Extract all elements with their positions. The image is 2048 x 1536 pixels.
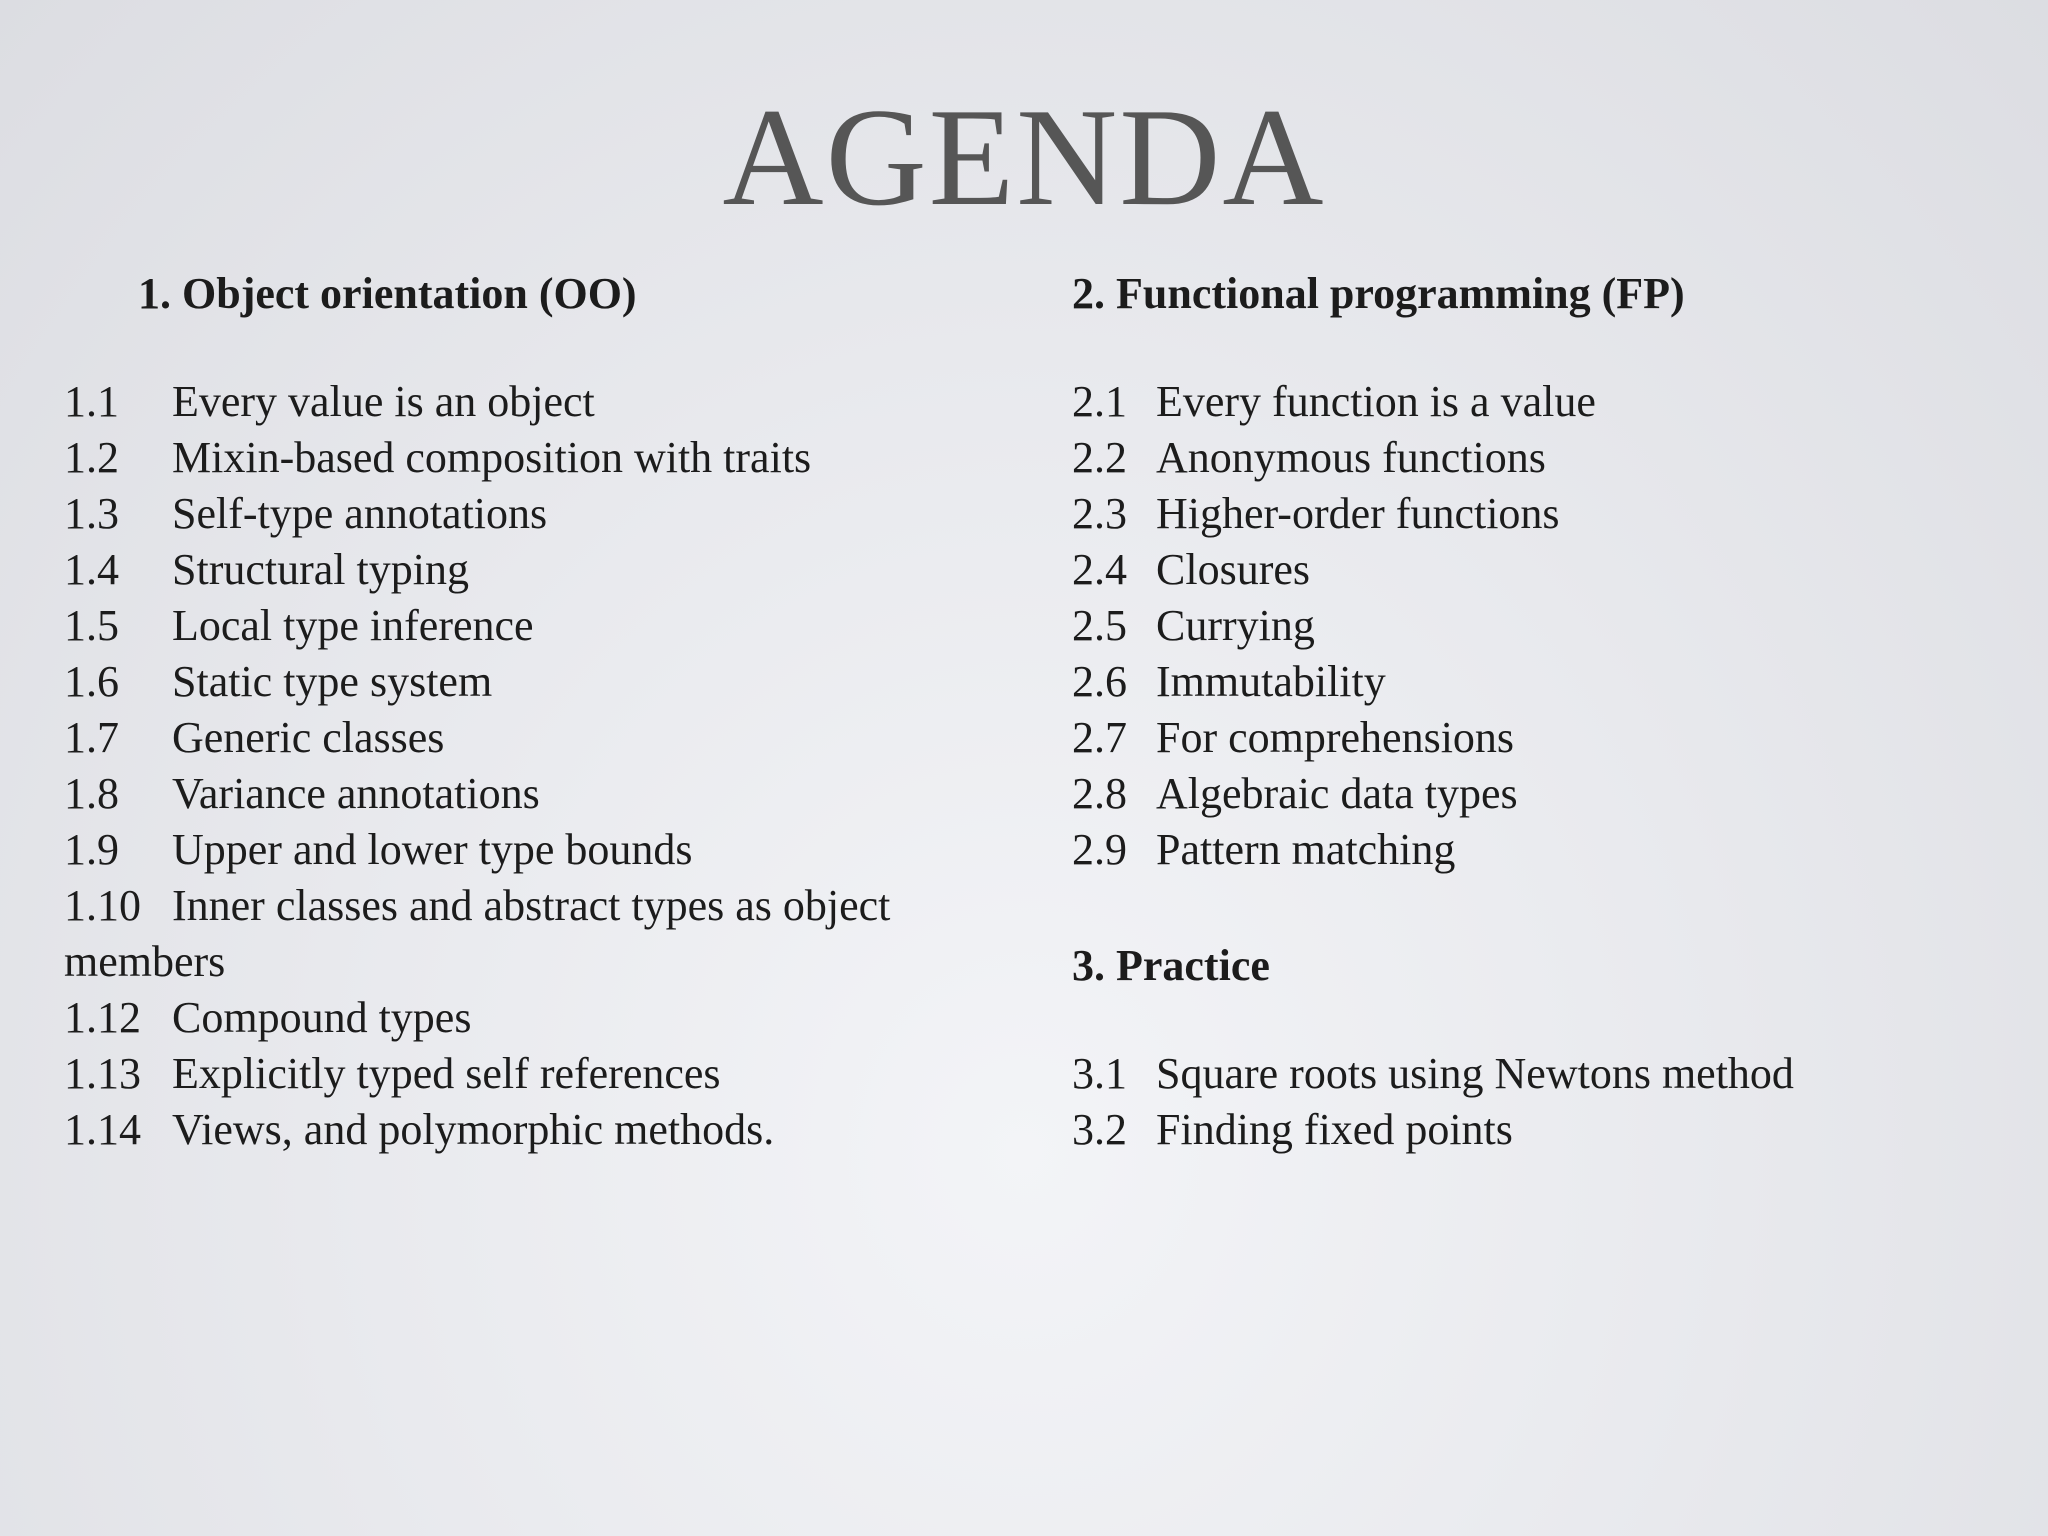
list-item (64, 878, 1024, 934)
item-label: Pattern matching (1156, 825, 1456, 874)
item-label: Every value is an object (172, 377, 595, 426)
list-item (64, 542, 1024, 598)
item-number: 3.2 (1072, 1105, 1127, 1154)
list-item (1072, 1102, 2012, 1158)
item-label: Every function is a value (1156, 377, 1596, 426)
list-item (1072, 1046, 2012, 1102)
list-item (64, 1102, 1024, 1158)
list-item (64, 1046, 1024, 1102)
section-heading: 1. Object orientation (OO) (138, 269, 637, 318)
list-item (64, 654, 1024, 710)
item-number: 1.6 (64, 657, 119, 706)
list-item (64, 822, 1024, 878)
item-number: 1.13 (64, 1049, 141, 1098)
section-fp (1072, 262, 2012, 1158)
list-item (1072, 654, 2012, 710)
item-label: Structural typing (172, 545, 469, 594)
list-item (64, 430, 1024, 486)
list-item (64, 710, 1024, 766)
list-item (64, 766, 1024, 822)
item-number: 1.12 (64, 993, 141, 1042)
item-number: 2.8 (1072, 769, 1127, 818)
slide-title: AGENDA (722, 80, 1326, 235)
item-label-continuation: members (64, 937, 226, 986)
item-number: 1.14 (64, 1105, 141, 1154)
section-heading: 3. Practice (1072, 941, 1270, 990)
item-label: Mixin-based composition with traits (172, 433, 812, 482)
item-number: 1.8 (64, 769, 119, 818)
item-number: 3.1 (1072, 1049, 1127, 1098)
item-label: Compound types (172, 993, 472, 1042)
list-item (64, 990, 1024, 1046)
item-label: Static type system (172, 657, 493, 706)
item-label: Immutability (1156, 657, 1386, 706)
item-number: 1.9 (64, 825, 119, 874)
item-label: Currying (1156, 601, 1315, 650)
item-label: Views, and polymorphic methods. (172, 1105, 775, 1154)
item-number: 1.2 (64, 433, 119, 482)
item-number: 2.3 (1072, 489, 1127, 538)
item-number: 1.7 (64, 713, 119, 762)
item-label: Higher-order functions (1156, 489, 1560, 538)
item-label: Variance annotations (172, 769, 540, 818)
list-item (64, 486, 1024, 542)
item-number: 1.1 (64, 377, 119, 426)
list-item (1072, 598, 2012, 654)
item-number: 1.3 (64, 489, 119, 538)
section-practice (1072, 934, 2012, 1158)
list-item (1072, 542, 2012, 598)
item-label: Anonymous functions (1156, 433, 1546, 482)
list-item (1072, 766, 2012, 822)
item-number: 2.5 (1072, 601, 1127, 650)
item-label: Inner classes and abstract types as object (172, 881, 891, 930)
item-label: Square roots using Newtons method (1156, 1049, 1794, 1098)
section-heading: 2. Functional programming (FP) (1072, 269, 1685, 318)
item-number: 1.5 (64, 601, 119, 650)
list-item (1072, 486, 2012, 542)
item-label: Closures (1156, 545, 1310, 594)
item-number: 2.7 (1072, 713, 1127, 762)
item-number: 2.9 (1072, 825, 1127, 874)
item-number: 2.2 (1072, 433, 1127, 482)
item-label: Local type inference (172, 601, 534, 650)
list-item (1072, 822, 2012, 878)
item-label: Finding fixed points (1156, 1105, 1513, 1154)
item-label: Explicitly typed self references (172, 1049, 721, 1098)
section-oo (64, 262, 1024, 1158)
item-number: 1.10 (64, 881, 141, 930)
item-label: For comprehensions (1156, 713, 1515, 762)
item-label: Upper and lower type bounds (172, 825, 693, 874)
list-item (1072, 374, 2012, 430)
list-item (1072, 710, 2012, 766)
list-item (1072, 430, 2012, 486)
list-item (64, 598, 1024, 654)
item-label: Generic classes (172, 713, 445, 762)
item-label: Self-type annotations (172, 489, 548, 538)
item-number: 2.1 (1072, 377, 1127, 426)
item-number: 2.6 (1072, 657, 1127, 706)
item-number: 2.4 (1072, 545, 1127, 594)
item-number: 1.4 (64, 545, 119, 594)
list-item (64, 374, 1024, 430)
item-label: Algebraic data types (1156, 769, 1518, 818)
